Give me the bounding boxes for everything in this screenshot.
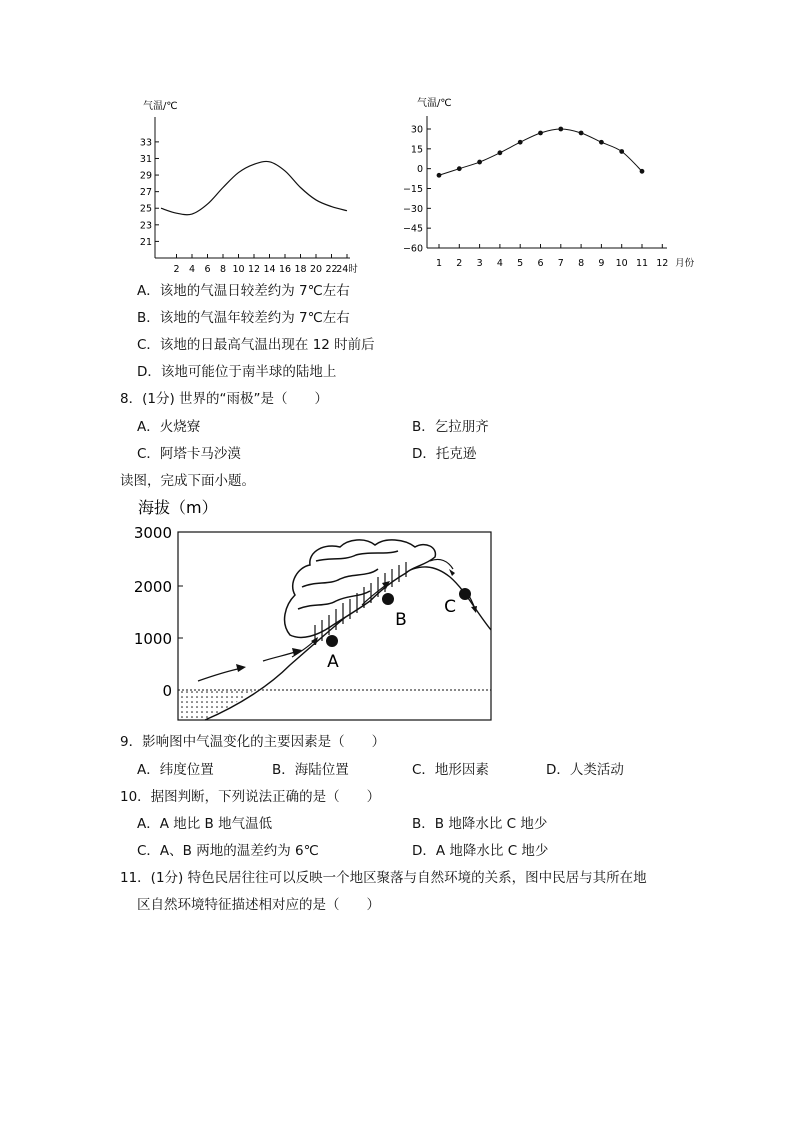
q7-option-c: C．该地的日最高气温出现在 12 时前后: [137, 337, 375, 353]
chart2-data-point: [619, 149, 624, 154]
q9-option-d: D．人类活动: [546, 762, 624, 778]
chart1-xtick-label: 16: [278, 264, 292, 275]
chart2-xtick-label: 6: [537, 258, 544, 269]
chart2-xtick-label: 11: [635, 258, 649, 269]
chart2-xtick-label: 12: [656, 258, 669, 269]
q8-option-c: C．阿塔卡马沙漠: [137, 446, 241, 462]
chart2-xtick-label: 5: [517, 258, 524, 269]
chart2-data-point: [558, 127, 563, 132]
chart2-xtick-label: 9: [598, 258, 605, 269]
daily-temperature-chart: [135, 95, 375, 275]
chart2-ytick-label: 0: [416, 164, 423, 176]
point-b-marker: [382, 593, 394, 605]
chart2-ytick-label: −30: [402, 203, 423, 215]
chart1-ytick-label: 29: [139, 170, 152, 182]
q10-option-c: C．A、B 两地的温差约为 6℃: [137, 843, 319, 859]
q10-stem: 10．据图判断，下列说法正确的是（ ）: [120, 789, 381, 805]
chart1-ylabel: 气温/℃: [143, 101, 178, 112]
chart2-data-point: [518, 140, 523, 145]
chart1-xtick-label: 24时: [336, 264, 358, 275]
diagram-ytick: 0: [162, 682, 172, 700]
altitude-profile-diagram: [130, 495, 500, 727]
chart2-ylabel: 气温/℃: [417, 98, 452, 109]
chart2-data-point: [538, 131, 543, 136]
chart1-ytick-label: 23: [139, 220, 152, 232]
chart1-xtick-label: 4: [188, 264, 196, 275]
chart2-ytick-label: −60: [402, 243, 423, 255]
diagram-ylabel: 海拔（m）: [138, 498, 218, 517]
chart1-xtick-label: 18: [294, 264, 307, 275]
reading-instruction: 读图，完成下面小题。: [120, 473, 255, 489]
chart1-ytick-label: 25: [139, 203, 152, 215]
chart2-temperature-curve: [439, 129, 642, 175]
q11-stem-line1: 11．(1分) 特色民居往往可以反映一个地区聚落与自然环境的关系，图中民居与其所在地: [120, 870, 647, 886]
q10-option-d: D．A 地降水比 C 地少: [412, 843, 549, 859]
chart1-xtick-label: 14: [263, 264, 276, 275]
q8-option-a: A．火烧寮: [137, 419, 201, 435]
point-b-label: B: [395, 610, 407, 630]
chart2-ytick-label: −15: [402, 184, 423, 195]
q8-option-b: B．乞拉朋齐: [412, 419, 489, 435]
q8-option-d: D．托克逊: [412, 446, 477, 462]
chart2-xtick-label: 3: [476, 258, 483, 269]
q7-option-b: B．该地的气温年较差约为 7℃左右: [137, 310, 350, 326]
chart1-ytick-label: 21: [139, 236, 152, 248]
q11-stem-line2: 区自然环境特征描述相对应的是（ ）: [137, 897, 380, 913]
chart2-data-point: [477, 160, 482, 165]
diagram-ytick: 2000: [133, 578, 172, 596]
chart2-data-point: [640, 169, 645, 174]
chart1-xtick-label: 2: [173, 264, 180, 275]
q7-option-a: A．该地的气温日较差约为 7℃左右: [137, 283, 350, 299]
chart1-ytick-label: 33: [139, 137, 152, 149]
diagram-ytick: 1000: [133, 630, 172, 648]
chart2-xtick-label: 2: [456, 258, 463, 269]
chart2-ytick-label: 15: [410, 144, 423, 156]
diagram-ytick: 3000: [133, 524, 172, 542]
chart1-ytick-label: 27: [139, 187, 152, 199]
chart2-data-point: [437, 173, 442, 178]
point-c-label: C: [444, 597, 456, 617]
chart2-ytick-label: 30: [410, 124, 423, 136]
q9-option-a: A．纬度位置: [137, 762, 214, 778]
chart2-xtick-label: 1: [435, 258, 443, 269]
q10-option-a: A．A 地比 B 地气温低: [137, 816, 273, 832]
chart2-data-point: [579, 131, 584, 136]
q10-option-b: B．B 地降水比 C 地少: [412, 816, 548, 832]
q7-option-d: D．该地可能位于南半球的陆地上: [137, 364, 337, 380]
chart2-xtick-label: 月份: [675, 258, 695, 269]
chart1-xtick-label: 22: [325, 264, 338, 275]
chart2-data-point: [599, 140, 604, 145]
chart2-xtick-label: 8: [578, 258, 585, 269]
chart2-data-point: [498, 150, 503, 155]
chart1-temperature-curve: [161, 161, 347, 214]
chart2-xtick-label: 4: [496, 258, 503, 269]
chart2-data-point: [457, 166, 462, 171]
point-c-marker: [459, 588, 471, 600]
q9-option-b: B．海陆位置: [272, 762, 349, 778]
chart1-xtick-label: 10: [232, 264, 245, 275]
chart2-xtick-label: 10: [615, 258, 628, 269]
q9-stem: 9．影响图中气温变化的主要因素是（ ）: [120, 734, 386, 750]
q9-option-c: C．地形因素: [412, 762, 489, 778]
chart2-ytick-label: −45: [402, 223, 423, 235]
cloud-icon: [285, 540, 436, 638]
point-a-label: A: [327, 652, 339, 672]
chart1-xtick-label: 12: [247, 264, 261, 275]
chart1-xtick-label: 8: [219, 264, 227, 275]
chart1-ytick-label: 31: [139, 153, 152, 165]
chart1-xtick-label: 20: [309, 264, 323, 275]
point-a-marker: [326, 635, 338, 647]
chart1-xtick-label: 6: [204, 264, 211, 275]
chart2-xtick-label: 7: [557, 258, 564, 269]
q8-stem: 8．(1分) 世界的“雨极”是（ ）: [120, 391, 328, 407]
annual-temperature-chart: [402, 90, 705, 275]
